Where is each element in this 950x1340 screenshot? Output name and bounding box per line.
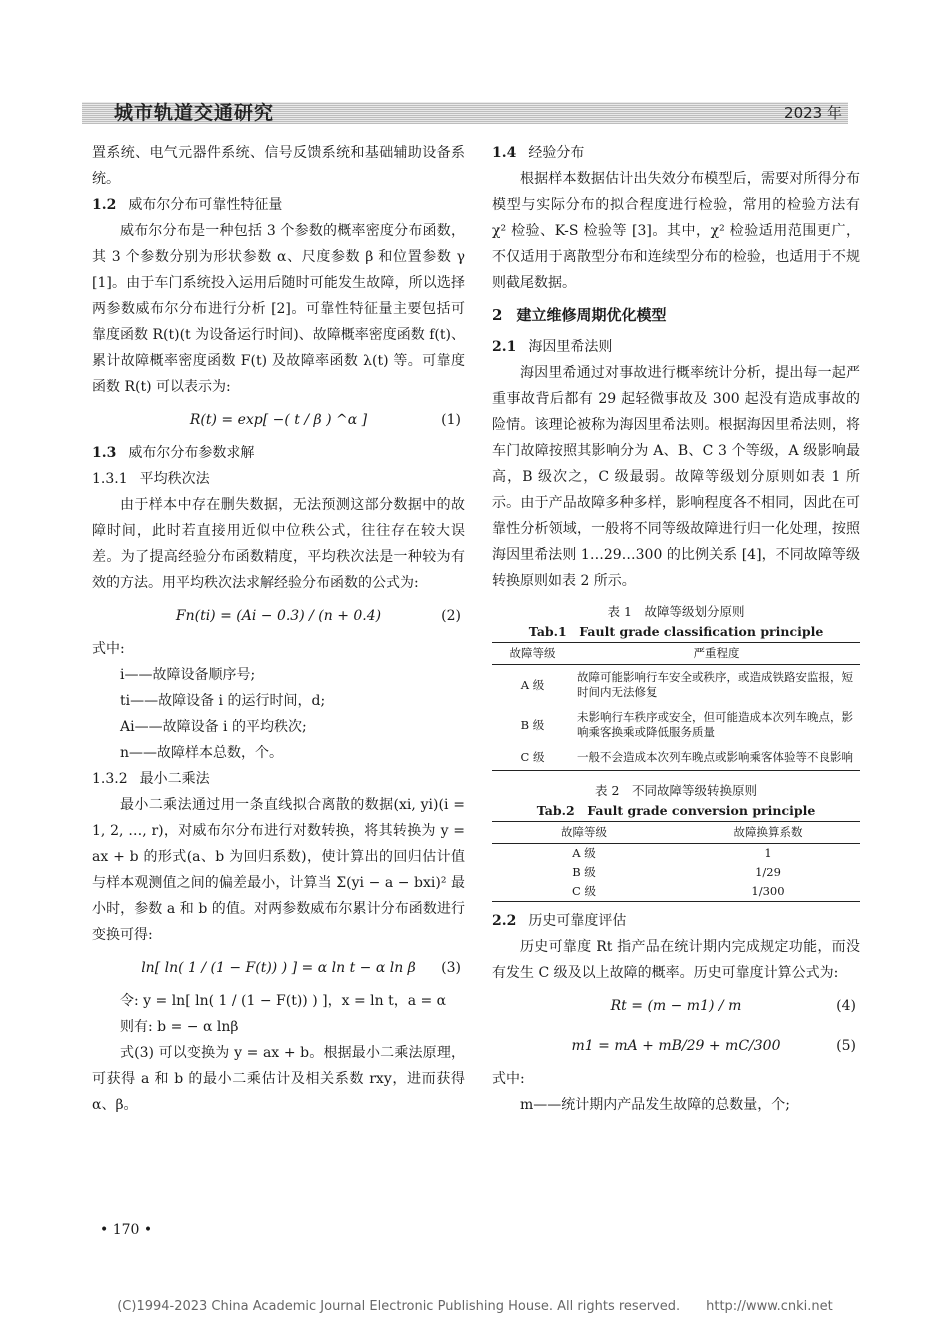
paragraph: 最小二乘法通过用一条直线拟合离散的数据(xi, yi)(i = 1, 2, …, r)，对威布尔分布进行对数转换，将其转换为 y = ax + b 的形式(a、b 为回归系数)，使计算出的回归估计值与样本观测值之间的偏差最小，计算当 Σ(yi − a − bxi)² 最小时，参数 a 和 b 的值。对两参数威布尔累计分布函数进行变换可得: xyxy=(92,797,465,943)
page-number: • 170 • xyxy=(100,1222,153,1238)
section-heading-1-4: 1.4 经验分布 xyxy=(492,145,585,161)
paragraph: 由于样本中存在删失数据，无法预测这部分数据中的故障时间，此时若直接用近似中位秩公式，往往存在较大误差。为了提高经验分布函数精度，平均秩次法是一种较为有效的方法。用平均秩次法求解经验分布函数的公式为: xyxy=(92,497,465,591)
paragraph: 置系统、电气元器件系统、信号反馈系统和基础辅助设备系统。 xyxy=(92,145,465,187)
table-header: 故障等级 xyxy=(492,822,676,844)
section-heading-2-1: 2.1 海因里希法则 xyxy=(492,339,613,355)
table-2-caption: 表 2 不同故障等级转换原则 xyxy=(595,783,757,798)
table-1-caption: 表 1 故障等级划分原则 xyxy=(607,604,745,619)
journal-title: 城市轨道交通研究 xyxy=(114,102,275,124)
table-header: 故障换算系数 xyxy=(676,822,860,844)
table-cell: B 级 xyxy=(520,717,545,732)
equation-1: R(t) = exp[ −( t / β ) ^α ] (1) xyxy=(189,412,461,428)
journal-year: 2023 年 xyxy=(784,104,842,122)
table-row xyxy=(492,863,860,882)
section-heading-1-3: 1.3 威布尔分布参数求解 xyxy=(92,445,255,461)
table-cell: 1 xyxy=(764,846,772,860)
equation-5: m1 = mA + mB/29 + mC/300 (5) xyxy=(571,1038,856,1054)
table-row xyxy=(492,882,860,902)
equation-3: ln[ ln( 1 / (1 − F(t)) ) ] = α ln t − α ln β (3) xyxy=(141,960,461,976)
result-line: 则有: b = − α lnβ xyxy=(120,1019,239,1035)
copyright-footer: (C)1994-2023 China Academic Journal Electronic Publishing House. All rights reserved. http://www.cnki.net xyxy=(117,1299,833,1314)
table-cell: A 级 xyxy=(520,677,545,692)
paragraph: 根据样本数据估计出失效分布模型后，需要对所得分布模型与实际分布的拟合程度进行检验，常用的检验方法有 χ² 检验、K-S 检验等 [3]。其中，χ² 检验适用范围更广，不仅适用于离散型分布和连续型分布的检验，也适用于不规则截尾数据。 xyxy=(492,171,860,291)
table-1-caption-en: Tab.1 Fault grade classification principle xyxy=(528,624,824,639)
section-heading-2-2: 2.2 历史可靠度评估 xyxy=(492,913,627,929)
paragraph: 式(3) 可以变换为 y = ax + b。根据最小二乘法原理，可获得 a 和 b 的最小二乘估计及相关系数 rxy，进而获得 α、β。 xyxy=(92,1045,465,1113)
table-1 xyxy=(492,602,860,771)
table-row xyxy=(492,665,860,706)
table-cell: C 级 xyxy=(492,882,676,902)
definition-item: Ai——故障设备 i 的平均秩次; xyxy=(120,719,307,735)
table-cell: 1/29 xyxy=(755,865,781,879)
equation-2: Fn(ti) = (Ai − 0.3) / (n + 0.4) (2) xyxy=(175,608,461,624)
table-cell: 故障可能影响行车安全或秩序，或造成铁路安监报，短时间内无法修复 xyxy=(576,670,853,699)
definition-item: ti——故障设备 i 的运行时间，d; xyxy=(120,693,326,709)
table-cell: 未影响行车秩序或安全，但可能造成本次列车晚点，影响乘客换乘或降低服务质量 xyxy=(576,710,853,739)
equation-4: Rt = (m − m1) / m (4) xyxy=(610,998,856,1014)
table-row xyxy=(492,705,860,745)
paragraph: 历史可靠度 Rt 指产品在统计期内完成规定功能，而没有发生 C 级及以上故障的概率。历史可靠度计算公式为: xyxy=(492,939,860,981)
table-row xyxy=(492,745,860,771)
table-header: 故障等级 xyxy=(492,643,573,665)
table-cell: A 级 xyxy=(572,846,596,860)
left-column xyxy=(92,140,465,1118)
table-2-caption-en: Tab.2 Fault grade conversion principle xyxy=(536,803,816,818)
table-cell: B 级 xyxy=(572,865,596,879)
paragraph: 威布尔分布是一种包括 3 个参数的概率密度分布函数，其 3 个参数分别为形状参数 α、尺度参数 β 和位置参数 γ [1]。由于车门系统投入运用后随时可能发生故障，所以选择两参数威布尔分布进行分析 [2]。可靠性特征量主要包括可靠度函数 R(t)(t 为设备运行时间)、故障概率密度函数 f(t)、累计故障概率密度函数 F(t) 及故障率函数 λ(t) 等。可靠度函数 R(t) 可以表示为: xyxy=(92,223,465,395)
running-header xyxy=(82,102,848,124)
section-heading-1-3-2: 1.3.2 最小二乘法 xyxy=(92,771,210,787)
table-cell: 一般不会造成本次列车晚点或影响乘客体验等不良影响 xyxy=(573,745,860,771)
definition-item: m——统计期内产品发生故障的总数量，个; xyxy=(520,1097,790,1113)
where-label: 式中: xyxy=(492,1071,525,1087)
section-heading-1-3-1: 1.3.1 平均秩次法 xyxy=(92,471,210,487)
paragraph: 海因里希通过对事故进行概率统计分析，提出每一起严重事故背后都有 29 起轻微事故及 300 起没有造成事故的险情。该理论被称为海因里希法则。根据海因里希法则，将车门故障按照其影响分为 A、B、C 3 个等级，A 级影响最高，B 级次之，C 级最弱。故障等级划分原则如表 1 所示。由于产品故障多种多样，影响程度各不相同，因此在可靠性分析领域，一般将不同等级故障进行归一化处理，按照海因里希法则 1…29…300 的比例关系 [4]，不同故障等级转换原则如表 2 所示。 xyxy=(492,365,860,589)
table-row xyxy=(492,844,860,864)
substitution-line: 令: y = ln[ ln( 1 / (1 − F(t)) ) ]，x = ln t，a = α xyxy=(120,993,447,1009)
section-heading-2: 2 建立维修周期优化模型 xyxy=(492,306,667,324)
table-header: 严重程度 xyxy=(573,643,860,665)
right-column xyxy=(492,140,860,1118)
definition-item: i——故障设备顺序号; xyxy=(120,667,256,683)
table-cell: C 级 xyxy=(492,745,573,771)
definition-item: n——故障样本总数，个。 xyxy=(120,745,284,761)
table-2 xyxy=(492,781,860,902)
section-heading-1-2: 1.2 威布尔分布可靠性特征量 xyxy=(92,197,283,213)
where-label: 式中: xyxy=(92,641,125,657)
table-cell: 1/300 xyxy=(676,882,860,902)
